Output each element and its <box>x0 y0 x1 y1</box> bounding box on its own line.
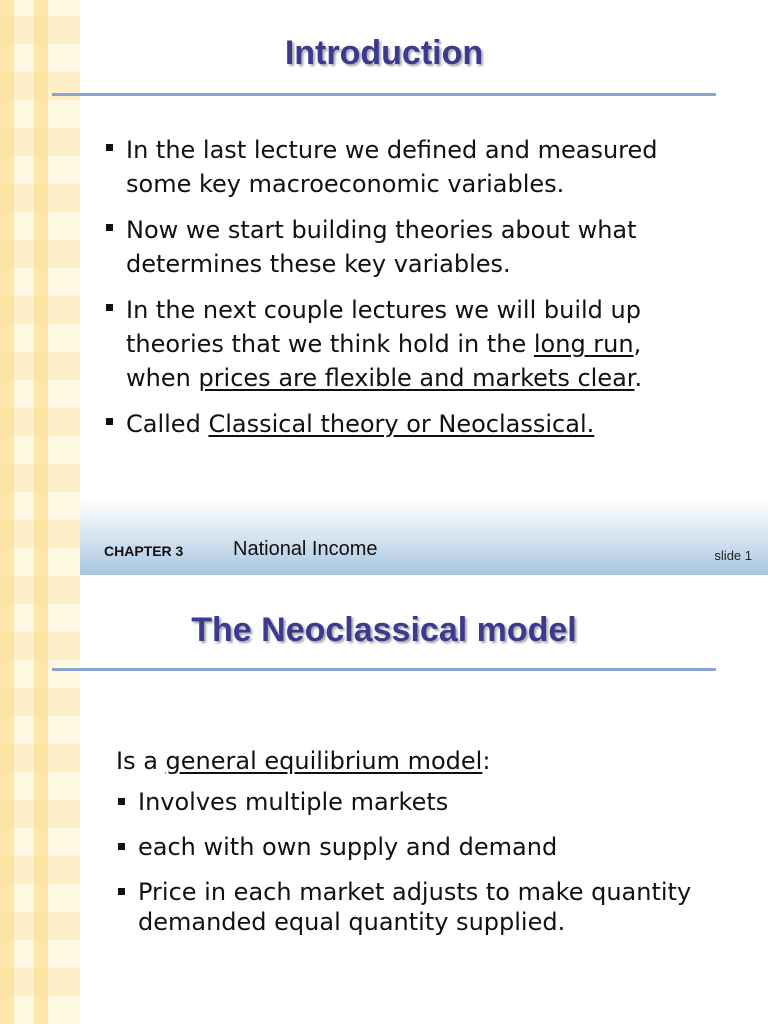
slide-title: The Neoclassical model <box>191 611 577 649</box>
slide-number: slide 1 <box>714 548 752 563</box>
bullet-text: Now we start building theories about what determines these key variables. <box>126 216 637 278</box>
underlined-term-prices: prices are flexible and markets clear <box>198 364 635 392</box>
slide-neoclassical-model <box>80 575 768 1024</box>
title-divider <box>52 668 716 671</box>
square-bullet-icon <box>106 418 113 425</box>
slide-introduction <box>80 0 768 575</box>
bullet-text: , when <box>126 330 642 392</box>
decorative-side-strip <box>0 0 80 1024</box>
bullet-item <box>116 787 706 817</box>
bullet-text: In the next couple lectures we will build up theories that we think hold in the <box>126 296 641 358</box>
square-bullet-icon <box>118 798 125 805</box>
underlined-term-long-run: long run <box>533 330 634 358</box>
bullet-text: In the last lecture we defined and measured some key macroeconomic variables. <box>126 136 658 198</box>
bullet-text: Called <box>126 410 209 438</box>
bullet-item <box>104 133 694 201</box>
bullet-item <box>104 407 694 441</box>
square-bullet-icon <box>118 888 125 895</box>
bullet-text: . <box>634 364 643 392</box>
underlined-term-general-equilibrium: general equilibrium model <box>165 747 483 775</box>
square-bullet-icon <box>106 304 113 311</box>
bullet-item <box>116 877 706 937</box>
bullet-text: each with own supply and demand <box>138 833 558 861</box>
underlined-term-classical: Classical theory or Neoclassical. <box>208 410 595 438</box>
lead-sentence <box>116 745 490 777</box>
bullet-item <box>104 213 694 281</box>
square-bullet-icon <box>106 144 113 151</box>
bullet-item <box>116 832 706 862</box>
title-divider <box>52 93 716 96</box>
slide-title: Introduction <box>284 34 484 72</box>
bullet-text: Involves multiple markets <box>138 788 449 816</box>
square-bullet-icon <box>106 224 113 231</box>
slide-footer <box>80 500 768 575</box>
square-bullet-icon <box>118 843 125 850</box>
lead-text: Is a <box>116 747 166 775</box>
chapter-label: CHAPTER 3 <box>104 543 184 559</box>
bullet-item <box>104 293 694 395</box>
bullet-list <box>104 133 694 453</box>
lead-text: : <box>482 747 491 775</box>
bullet-text: Price in each market adjusts to make quantity demanded equal quantity supplied. <box>138 878 692 936</box>
chapter-title: National Income <box>233 538 378 560</box>
bullet-list <box>116 787 706 952</box>
